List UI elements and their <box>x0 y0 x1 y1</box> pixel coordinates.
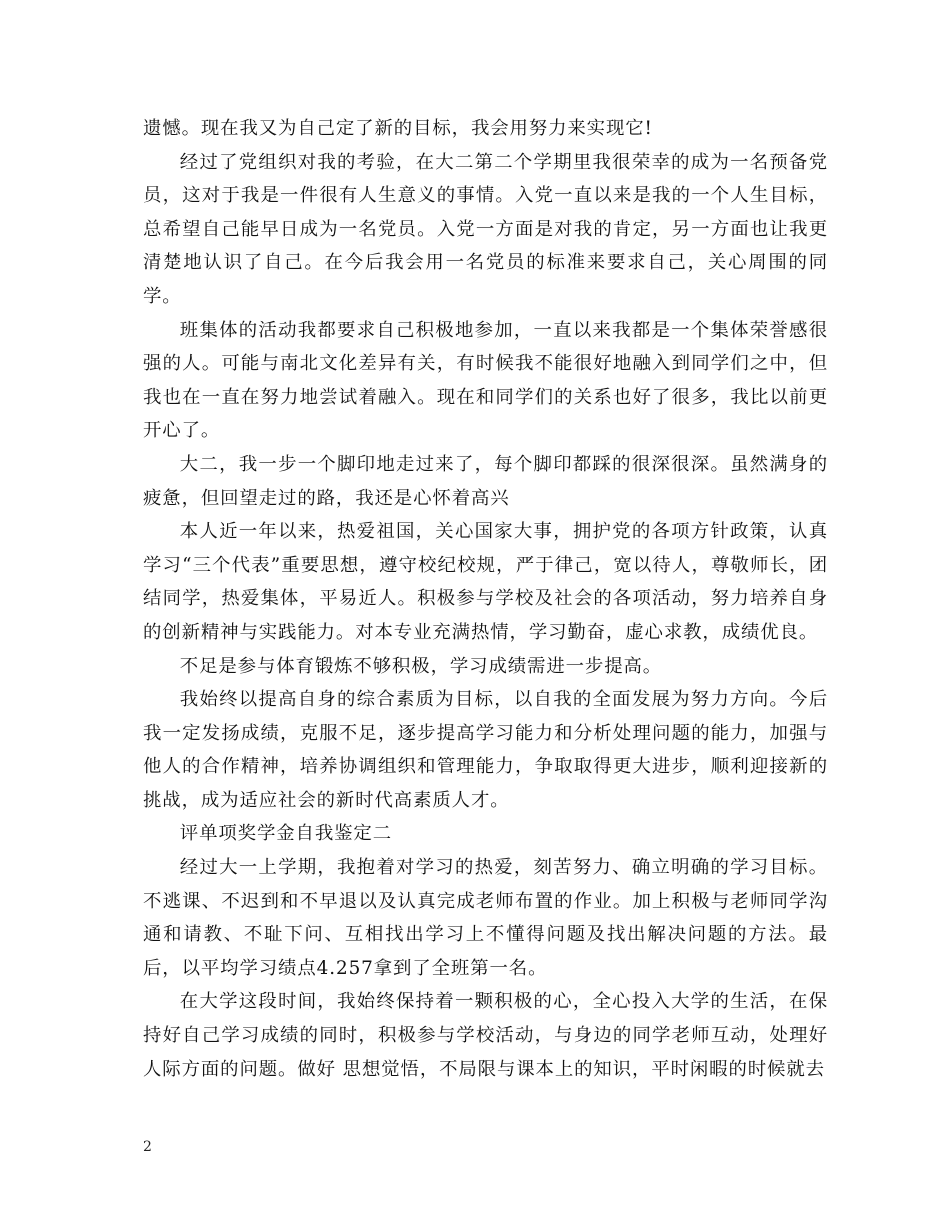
paragraph: 不足是参与体育锻炼不够积极，学习成绩需进一步提高。 <box>179 655 663 677</box>
section-heading: 评单项奖学金自我鉴定二 <box>179 823 392 845</box>
paragraph: 班集体的活动我都要求自己积极地参加，一直以来我都是一个集体荣誉感很强的人。可能与南北文化差异有关，有时候我不能很好地融入到同学们之中，但我也在一直在努力地尝试着融入。现在和同学们的关系也好了很多，我比以前更开心了。 <box>143 319 828 442</box>
paragraph: 经过了党组织对我的考验，在大二第二个学期里我很荣幸的成为一名预备党员，这对于我是一件很有人生意义的事情。入党一直以来是我的一个人生目标，总希望自己能早日成为一名党员。入党一方面是对我的肯定，另一方面也让我更清楚地认识了自己。在今后我会用一名党员的标准来要求自己，关心周围的同学。 <box>143 151 828 307</box>
paragraph: 我始终以提高自身的综合素质为目标，以自我的全面发展为努力方向。今后我一定发扬成绩，克服不足，逐步提高学习能力和分析处理问题的能力，加强与他人的合作精神，培养协调组织和管理能力，争取取得更大进步，顺利迎接新的挑战，成为适应社会的新时代高素质人才。 <box>143 689 828 811</box>
document-body <box>143 112 828 1086</box>
paragraph: 遗憾。现在我又为自己定了新的目标，我会用努力来实现它! <box>143 118 653 139</box>
paragraph: 本人近一年以来，热爱祖国，关心国家大事，拥护党的各项方针政策，认真学习“三个代表”重要思想，遵守校纪校规，严于律己，宽以待人，尊敬师长，团结同学，热爱集体，平易近人。积极参与学校及社会的各项活动，努力培养自身的创新精神与实践能力。对本专业充满热情，学习勤奋，虚心求教，成绩优良。 <box>143 521 828 643</box>
paragraph: 大二，我一步一个脚印地走过来了，每个脚印都踩的很深很深。虽然满身的疲惫，但回望走过的路，我还是心怀着高兴 <box>143 453 828 509</box>
paragraph: 经过大一上学期，我抱着对学习的热爱，刻苦努力、确立明确的学习目标。不逃课、不迟到和不早退以及认真完成老师布置的作业。加上积极与老师同学沟通和请教、不耻下问、互相找出学习上不懂得问题及找出解决问题的方法。最后，以平均学习绩点4.257拿到了全班第一名。 <box>143 857 828 979</box>
paragraph: 在大学这段时间，我始终保持着一颗积极的心，全心投入大学的生活，在保持好自己学习成绩的同时，积极参与学校活动，与身边的同学老师互动，处理好人际方面的问题。做好 思想觉悟，不局限与课本上的知识，平时闲暇的时候就去 <box>143 991 828 1080</box>
page-number: 2 <box>143 1139 152 1155</box>
